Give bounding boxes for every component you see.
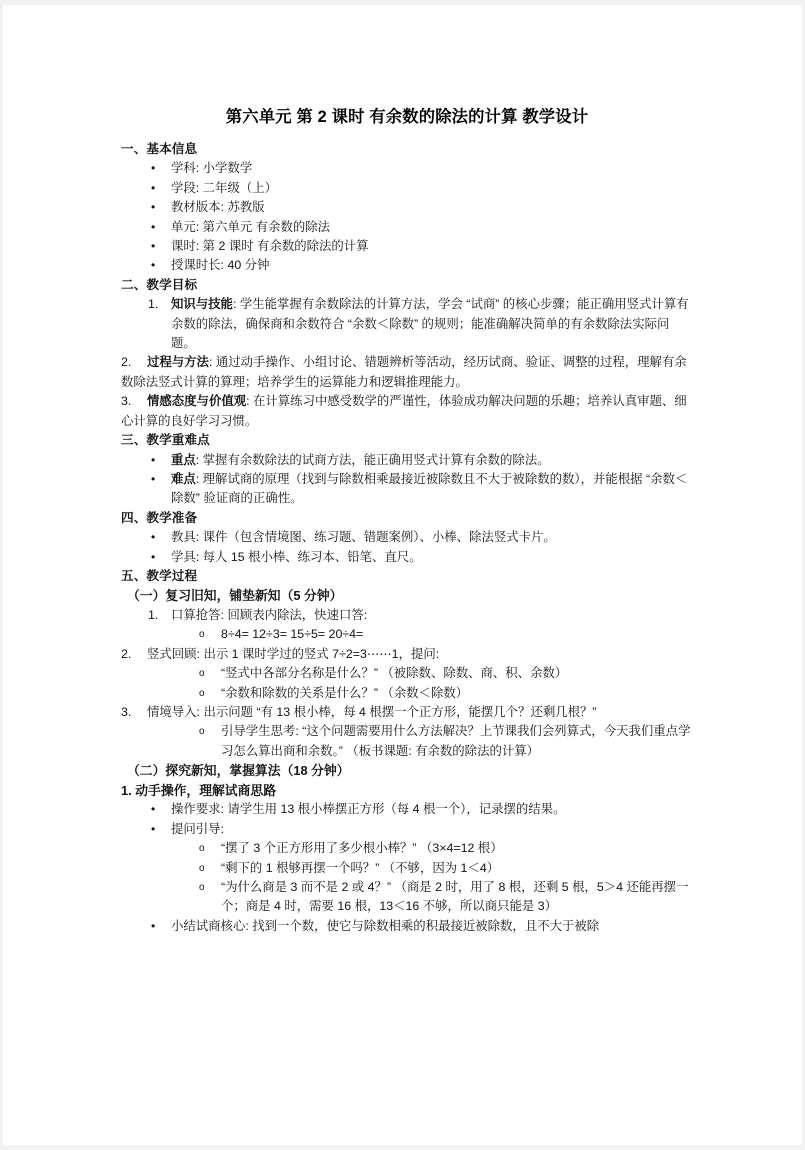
basic-info-list — [121, 159, 693, 275]
hard-point-label: 难点 — [171, 471, 196, 486]
subsection-heading-explore: （二）探究新知，掌握算法（18 分钟） — [127, 763, 350, 779]
explore-bullets — [121, 800, 693, 839]
section-heading-basic-info: 一、基本信息 — [121, 142, 198, 156]
goal-text: : 学生能掌握有余数除法的计算方法，学会 “试商” 的核心步骤；能正确用竖式计算有余数的除法，确保商和余数符合 “余数＜除数” 的规则；能准确解决简单的有余数除法实际问题。 — [171, 297, 689, 351]
bullet-text: : 请学生用 13 根小棒摆正方形（每 4 根一个），记录摆的结果。 — [220, 802, 566, 817]
section-heading-teaching-goals: 二、教学目标 — [121, 277, 198, 292]
review-step-2-subs — [121, 664, 693, 703]
list-item-label: 学科: 小学数学 — [171, 161, 253, 176]
teaching-goal-3 — [121, 392, 693, 431]
list-item — [151, 179, 693, 198]
list-number: 3. — [121, 704, 132, 719]
review-step-1 — [121, 606, 693, 625]
goal-text: : 通过动手操作、小组讨论、错题辨析等活动，经历试商、验证、调整的过程，理解有余数除法竖式计算的算理；培养学生的运算能力和逻辑推理能力。 — [121, 355, 687, 389]
bullet-text: : — [220, 821, 225, 836]
list-item — [151, 237, 693, 256]
list-item-label: “竖式中各部分名称是什么？” （被除数、除数、商、积、余数） — [221, 666, 568, 681]
section-heading-key-points: 三、教学重难点 — [121, 433, 210, 448]
circle-bullet-icon: o — [199, 726, 205, 738]
list-item — [199, 878, 693, 917]
explore-sub-questions — [121, 839, 693, 917]
list-item-label: “摆了 3 个正方形用了多少根小棒？” （3×4=12 根） — [221, 841, 503, 856]
circle-bullet-icon: o — [199, 668, 205, 680]
review-step-2 — [121, 645, 693, 664]
explore-summary — [121, 917, 693, 936]
list-item-label: 学具: 每人 15 根小棒、练习本、铅笔、直尺。 — [171, 549, 422, 564]
disc-bullet-icon: • — [151, 918, 156, 933]
list-item-label: 竖式回顾: 出示 1 课时学过的竖式 7÷2=3⋯⋯1，提问: — [147, 646, 440, 661]
disc-bullet-icon: • — [151, 200, 156, 215]
disc-bullet-icon: • — [151, 239, 156, 254]
list-item — [151, 470, 693, 509]
list-item-label: 教具: 课件（包含情境图、练习题、错题案例）、小棒、除法竖式卡片。 — [171, 530, 556, 545]
list-item — [151, 917, 693, 936]
list-item-label: 8÷4= 12÷3= 15÷5= 20÷4= — [221, 627, 364, 642]
list-item-label: “余数和除数的关系是什么？” （余数＜除数） — [221, 685, 469, 700]
list-item — [151, 256, 693, 275]
bullet-label: 小结试商核心 — [171, 918, 246, 933]
circle-bullet-icon: o — [199, 629, 205, 641]
list-item — [151, 548, 693, 567]
disc-bullet-icon: • — [151, 549, 156, 564]
circle-bullet-icon: o — [199, 862, 205, 874]
list-item — [199, 839, 693, 858]
disc-bullet-icon: • — [151, 219, 156, 234]
disc-bullet-icon: • — [151, 258, 156, 273]
list-number: 3. — [121, 394, 132, 409]
disc-bullet-icon: • — [151, 821, 156, 836]
list-item — [151, 451, 693, 470]
list-item-label: “为什么商是 3 而不是 2 或 4？” （商是 2 时，用了 8 根，还剩 5 根，5＞4 还能再摆一个；商是 4 时，需要 16 根，13＜16 不够，所以商只能是 3） — [221, 880, 689, 914]
disc-bullet-icon: • — [151, 161, 156, 176]
bullet-text: : 找到一个数，使它与除数相乘的积最接近被除数，且不大于被除 — [245, 918, 600, 933]
goal-label: 过程与方法 — [147, 355, 209, 370]
circle-bullet-icon: o — [199, 687, 205, 699]
teaching-goal-2 — [121, 353, 693, 392]
subsection-heading-review: （一）复习旧知，铺垫新知（5 分钟） — [127, 588, 343, 604]
review-step-3-subs — [121, 722, 693, 761]
list-item — [151, 528, 693, 547]
review-step-3 — [121, 703, 693, 722]
list-item-label: 情境导入: 出示问题 “有 13 根小棒，每 4 根摆一个正方形，能摆几个？还剩几根？” — [147, 704, 597, 719]
list-number: 2. — [121, 355, 132, 370]
disc-bullet-icon: • — [151, 530, 156, 545]
list-number: 2. — [121, 646, 132, 661]
subsection-heading-handson: 1. 动手操作，理解试商思路 — [121, 782, 276, 798]
disc-bullet-icon: • — [151, 802, 156, 817]
key-point-label: 重点 — [171, 452, 196, 467]
list-item-label: 学段: 二年级（上） — [171, 180, 278, 195]
key-points-list — [121, 451, 693, 509]
list-item — [151, 218, 693, 237]
circle-bullet-icon: o — [199, 843, 205, 855]
goal-label: 情感态度与价值观 — [147, 394, 247, 409]
bullet-label: 提问引导 — [171, 821, 221, 836]
key-point-text: : 掌握有余数除法的试商方法，能正确用竖式计算有余数的除法。 — [195, 452, 550, 467]
bullet-label: 操作要求 — [171, 802, 221, 817]
list-item-label: 口算抢答: 回顾表内除法，快速口答: — [171, 607, 368, 622]
disc-bullet-icon: • — [151, 452, 156, 467]
list-number: 1. — [148, 607, 159, 622]
section-heading-teaching-process: 五、教学过程 — [121, 568, 198, 583]
list-item-label: 单元: 第六单元 有余数的除法 — [171, 219, 331, 234]
teaching-goals-list — [121, 295, 693, 353]
document-page — [3, 5, 802, 1145]
list-item — [199, 625, 693, 644]
page-title: 第六单元 第 2 课时 有余数的除法的计算 教学设计 — [225, 108, 589, 126]
list-number: 1. — [148, 297, 159, 312]
list-item — [151, 820, 693, 839]
list-item-label: 引导学生思考: “这个问题需要用什么方法解决？上节课我们会列算式，今天我们重点学习怎么算出商和余数。” （板书课题: 有余数的除法的计算） — [221, 724, 691, 758]
list-item — [151, 198, 693, 217]
list-item — [199, 664, 693, 683]
list-item-label: 课时: 第 2 课时 有余数的除法的计算 — [171, 239, 369, 254]
preparation-list — [121, 528, 693, 567]
list-item-label: 授课时长: 40 分钟 — [171, 258, 270, 273]
circle-bullet-icon: o — [199, 882, 205, 893]
goal-label: 知识与技能 — [171, 297, 233, 312]
disc-bullet-icon: • — [151, 471, 156, 486]
list-item — [199, 722, 693, 761]
goal-text: : 在计算练习中感受数学的严谨性，体验成功解决问题的乐趣；培养认真审题、细心计算的良好学习习惯。 — [121, 394, 687, 428]
list-item-label: 教材版本: 苏教版 — [171, 200, 265, 215]
disc-bullet-icon: • — [151, 180, 156, 195]
list-item — [151, 800, 693, 819]
review-step-1-subs — [121, 625, 693, 644]
document-body — [121, 105, 693, 936]
list-item — [148, 295, 693, 353]
list-item — [151, 159, 693, 178]
hard-point-text: : 理解试商的原理（找到与除数相乘最接近被除数且不大于被除数的数），并能根据 “余数＜除数” 验证商的正确性。 — [171, 471, 688, 506]
list-item — [199, 859, 693, 878]
list-item — [148, 606, 693, 625]
section-heading-preparation: 四、教学准备 — [121, 510, 198, 525]
list-item — [199, 684, 693, 703]
list-item-label: “剩下的 1 根够再摆一个吗？” （不够，因为 1＜4） — [221, 860, 500, 875]
